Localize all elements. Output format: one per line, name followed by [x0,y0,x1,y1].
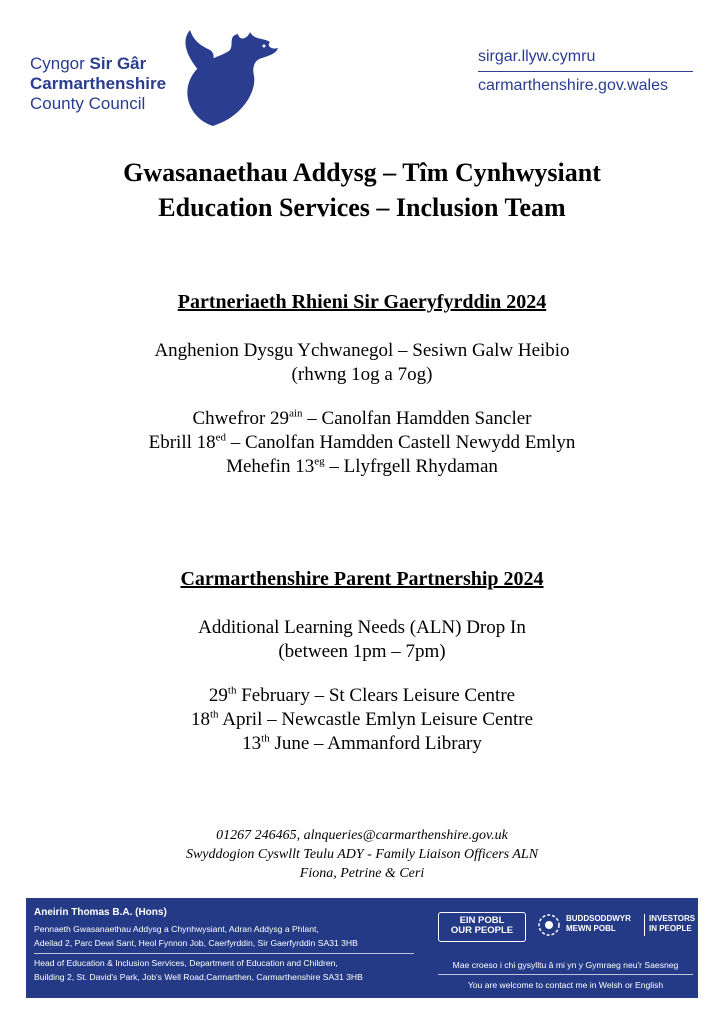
footer-english-title: Head of Education & Inclusion Services, Department of Education and Children, [34,958,338,968]
footer-note-divider [438,974,693,975]
footer-welsh-note: Mae croeso i chi gysylltu â mi yn y Gymraeg neu'r Saesneg [452,960,679,970]
contact-names: Fiona, Petrine & Ceri [299,866,425,881]
footer-welsh-title: Pennaeth Gwasanaethau Addysg a Chynhwysiant, Adran Addysg a Phlant, [34,924,319,934]
logo-county-council: County Council [30,94,146,113]
english-intro-line1: Additional Learning Needs (ALN) Drop In [198,617,526,638]
welsh-date-row: Chwefror $29^{ain}$ – Canolfan Hamdden Sancler [192,407,532,429]
welsh-date-row: Ebrill $18^{ed}$ – Canolfan Hamdden Castell Newydd Emlyn [148,431,576,453]
footer-welsh-address: Adeilad 2, Parc Dewi Sant, Heol Fynnon Job, Caerfyrddin, Sir Gaerfyrddin SA31 3HB [34,938,358,948]
title-english: Education Services – Inclusion Team [158,193,566,222]
logo-sir-gar: Sir Gâr [89,54,147,73]
footer-address-block [34,906,434,984]
logo-cyngor: Cyngor [30,54,85,73]
our-people-badge [438,912,526,942]
footer-english-note: You are welcome to contact me in Welsh or English [467,980,664,990]
english-section-heading: Carmarthenshire Parent Partnership 2024 [180,568,544,590]
english-intro-line2: (between 1pm – 7pm) [278,641,446,662]
investors-in-people-badge [536,912,696,942]
welsh-section [0,289,724,479]
website-welsh-link[interactable]: sirgar.llyw.cymru [478,48,693,72]
welsh-section-heading: Partneriaeth Rhieni Sir Gaeryfyrddin 2024 [177,291,547,313]
badge-divider [644,914,645,936]
welsh-date-row: Mehefin $13^{eg}$ – Llyfrgell Rhydaman [226,455,498,477]
footer-divider [34,953,414,954]
footer-name: Aneirin Thomas B.A. (Hons) [34,907,167,918]
badge-investors: INVESTORS [649,914,696,923]
badge-ein-pobl: EIN POBL [459,915,505,926]
website-links [478,48,693,95]
logo-carmarthenshire: Carmarthenshire [30,74,167,93]
badge-in-people: IN PEOPLE [649,924,692,933]
contact-phone-email[interactable]: 01267 246465, alnqueries@carmarthenshire.gov.uk [216,828,508,843]
dragon-logo-icon [168,28,288,128]
english-date-row: 29th February – St Clears Leisure Centre [208,684,516,706]
contact-block [0,826,724,883]
footer-english-address: Building 2, St. David's Park, Job's Well Road,Carmarthen, Carmarthenshire SA31 3HB [34,972,363,982]
footer-banner [26,898,698,998]
badge-our-people: OUR PEOPLE [450,925,514,936]
badge-mewn-pobl: MEWN POBL [566,924,616,933]
english-section [0,566,724,756]
badge-buddsoddwyr: BUDDSODDWYR [566,914,631,923]
contact-officers: Swyddogion Cyswllt Teulu ADY - Family Liaison Officers ALN [185,847,539,862]
english-date-row: 18th April – Newcastle Emlyn Leisure Centre [190,708,534,730]
letterhead [0,0,724,140]
title-welsh: Gwasanaethau Addysg – Tîm Cynhwysiant [123,158,601,187]
welsh-intro-line1: Anghenion Dysgu Ychwanegol – Sesiwn Galw Heibio [154,340,570,361]
page-title [0,155,724,225]
website-english-link[interactable]: carmarthenshire.gov.wales [478,77,669,94]
english-date-row: 13th June – Ammanford Library [242,732,482,754]
welsh-intro-line2: (rhwng 1og a 7og) [291,364,433,385]
investors-in-people-icon [536,912,562,938]
council-logo [30,28,270,128]
